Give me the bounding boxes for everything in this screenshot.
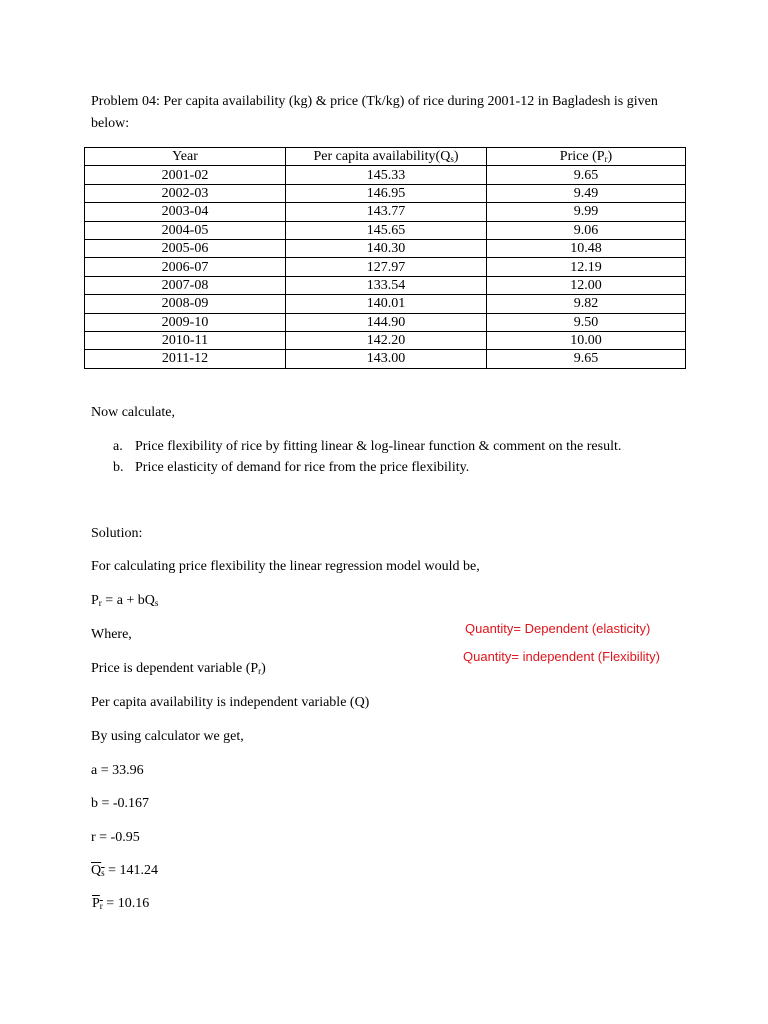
cell-year: 2006-07: [85, 258, 286, 276]
cell-availability: 142.20: [286, 331, 487, 349]
list-item: b. Price elasticity of demand for rice from the price flexibility.: [113, 460, 470, 475]
solution-heading: Solution:: [91, 526, 143, 541]
mean-price: $\overline{P}_{\overline{r}} = 10.16$: [92, 896, 150, 911]
where-label: Where,: [91, 627, 132, 642]
regression-equation: $P_r = a + bQ_s$: [91, 593, 159, 608]
dependent-variable: Price is dependent variable $(P_r)$: [91, 661, 266, 676]
cell-year: 2008-09: [85, 295, 286, 313]
model-intro: For calculating price flexibility the linear regression model would be,: [91, 559, 480, 574]
table-row: [85, 276, 686, 294]
cell-year: 2002-03: [85, 184, 286, 202]
cell-price: 9.65: [487, 350, 686, 368]
cell-price: 9.65: [487, 166, 686, 184]
cell-price: 12.19: [487, 258, 686, 276]
table-row: [85, 221, 686, 239]
cell-year: 2005-06: [85, 239, 286, 257]
cell-year: 2001-02: [85, 166, 286, 184]
cell-availability: 140.01: [286, 295, 487, 313]
table-row: [85, 350, 686, 368]
cell-price: 10.00: [487, 331, 686, 349]
note-flexibility: Quantity= independent (Flexibility): [463, 649, 660, 664]
table-row: [85, 258, 686, 276]
cell-year: 2009-10: [85, 313, 286, 331]
cell-price: 12.00: [487, 276, 686, 294]
table-row: [85, 295, 686, 313]
header-year: Year: [85, 148, 286, 166]
mean-quantity: $\overline{Q}_{\overline{s}} = 141.24$: [91, 863, 159, 878]
cell-availability: 127.97: [286, 258, 487, 276]
table-row: [85, 166, 686, 184]
cell-price: 10.48: [487, 239, 686, 257]
cell-price: 9.82: [487, 295, 686, 313]
table-row: [85, 184, 686, 202]
task-list: [113, 436, 621, 478]
table-row: [85, 313, 686, 331]
cell-availability: 140.30: [286, 239, 487, 257]
result-b: b = -0.167: [91, 796, 150, 811]
list-item: a. Price flexibility of rice by fitting linear & log-linear function & comment on the result.: [113, 439, 622, 454]
independent-variable: Per capita availability is independent variable (Q): [91, 695, 370, 710]
cell-year: 2004-05: [85, 221, 286, 239]
cell-availability: 133.54: [286, 276, 487, 294]
cell-availability: 145.65: [286, 221, 487, 239]
table-row: [85, 239, 686, 257]
header-availability: Per capita $availability(Q_s)$: [286, 148, 487, 166]
cell-year: 2011-12: [85, 350, 286, 368]
table-row: [85, 203, 686, 221]
rice-data-table: [84, 147, 686, 369]
task-prompt: Now calculate,: [91, 405, 175, 420]
cell-availability: 144.90: [286, 313, 487, 331]
table-header-row: [85, 148, 686, 166]
cell-price: 9.50: [487, 313, 686, 331]
cell-year: 2010-11: [85, 331, 286, 349]
cell-availability: 146.95: [286, 184, 487, 202]
cell-availability: 143.77: [286, 203, 487, 221]
cell-year: 2003-04: [85, 203, 286, 221]
table-row: [85, 331, 686, 349]
cell-price: 9.99: [487, 203, 686, 221]
cell-price: 9.49: [487, 184, 686, 202]
result-a: a = 33.96: [91, 763, 144, 778]
cell-availability: 145.33: [286, 166, 487, 184]
calculator-note: By using calculator we get,: [91, 729, 244, 744]
cell-availability: 143.00: [286, 350, 487, 368]
cell-year: 2007-08: [85, 276, 286, 294]
problem-statement: Problem 04: Per capita availability (kg) & price (Tk/kg) of rice during 2001-12 in Bagladesh is given below:: [91, 94, 658, 131]
note-elasticity: Quantity= Dependent (elasticity): [465, 621, 651, 636]
cell-price: 9.06: [487, 221, 686, 239]
result-r: r = -0.95: [91, 830, 140, 845]
header-price: Price $(P_r)$: [487, 148, 686, 166]
